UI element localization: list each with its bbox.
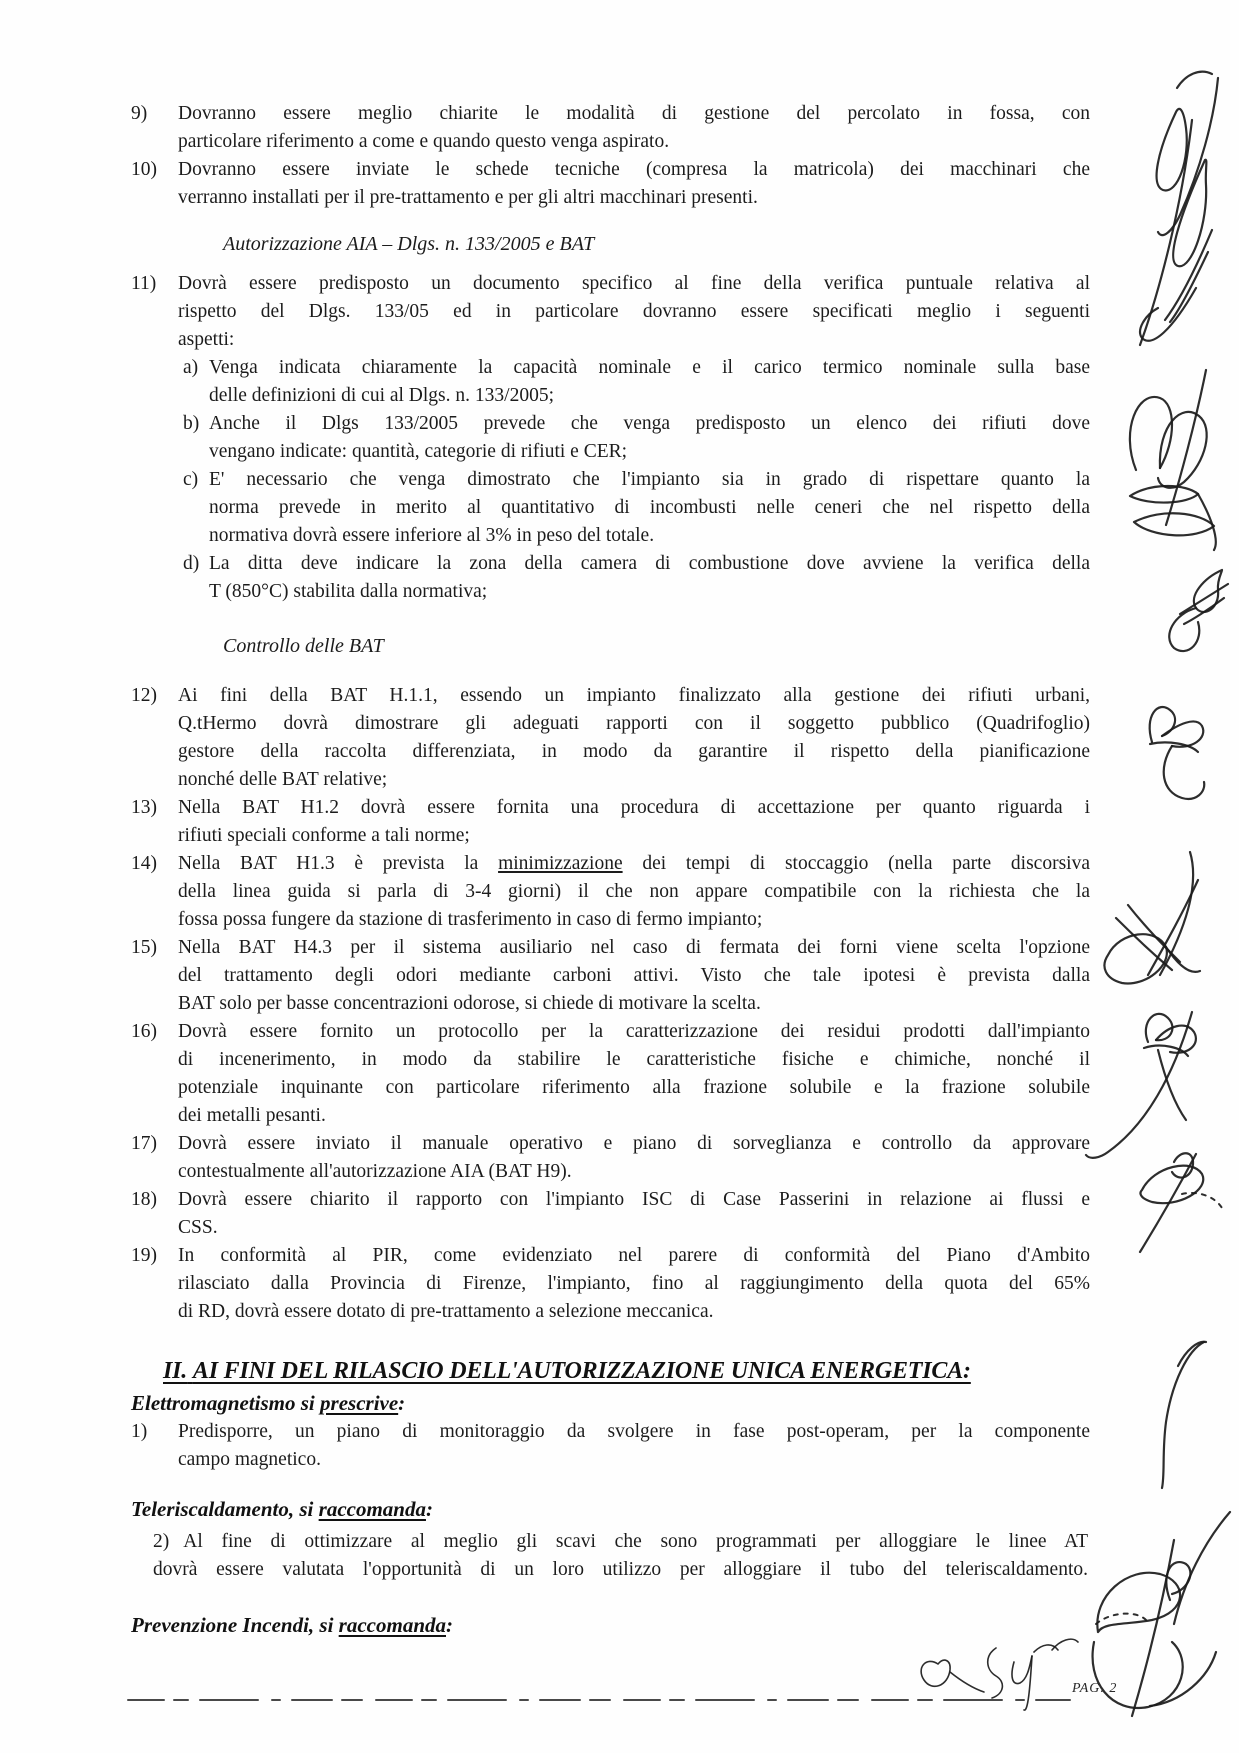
text-line: Nella BAT H1.2 dovrà essere fornita una procedura di accettazione per quanto riguarda i xyxy=(178,797,1090,818)
list-item xyxy=(131,156,1090,212)
text-line: Dovranno essere meglio chiarite le modalità di gestione del percolato in fossa, con xyxy=(178,103,1090,124)
sub-item-letter: a) xyxy=(183,357,199,378)
text-line: In conformità al PIR, come evidenziato nel parere di conformità del Piano d'Ambito xyxy=(178,1245,1090,1266)
item-number: 2) xyxy=(153,1531,170,1552)
list-item xyxy=(131,850,1090,934)
text-line: normativa dovrà essere inferiore al 3% in peso del totale. xyxy=(209,525,655,546)
text-line: T (850°C) stabilita dalla normativa; xyxy=(209,581,488,602)
list-item xyxy=(131,1418,1090,1474)
text-line: della linea guida si parla di 3-4 giorni) il che non appare compatibile con la richiesta che la xyxy=(178,881,1090,902)
signature-scribble-1 xyxy=(1140,72,1218,345)
text-line: Nella BAT H4.3 per il sistema ausiliario nel caso di fermata dei forni viene scelta l'opzione xyxy=(178,937,1090,958)
text-line: rispetto del Dlgs. 133/05 ed in particolare dovranno essere specificati meglio i seguenti xyxy=(178,301,1090,322)
text-line: potenziale inquinante con particolare riferimento alla frazione solubile e la frazione solubile xyxy=(178,1077,1090,1098)
list-item xyxy=(131,100,1090,156)
item-number: 11) xyxy=(131,273,157,294)
text-line: Nella BAT H1.3 è prevista la minimizzazione dei tempi di stoccaggio (nella parte discorsiva xyxy=(178,853,1090,874)
text-line: Venga indicata chiaramente la capacità nominale e il carico termico nominale sulla base xyxy=(209,357,1090,378)
sub-list-item xyxy=(183,354,1090,410)
text-line: gestore della raccolta differenziata, in modo da garantire il rispetto della pianificazione xyxy=(178,741,1090,762)
text-line: E' necessario che venga dimostrato che l'impianto sia in grado di rispettare quanto la xyxy=(209,469,1090,490)
signature-scribble-3 xyxy=(1169,570,1228,651)
list-item xyxy=(131,1130,1090,1186)
list-item xyxy=(131,682,1090,794)
signature-scribble-2 xyxy=(1130,370,1216,550)
sub-list-item xyxy=(183,410,1090,466)
sub-item-letter: c) xyxy=(183,469,199,490)
text-line: verranno installati per il pre-trattamento e per gli altri macchinari presenti. xyxy=(178,187,758,208)
list-item xyxy=(131,270,1090,606)
list-item xyxy=(131,1186,1090,1242)
text-line: BAT solo per basse concentrazioni odorose, si chiede di motivare la scelta. xyxy=(178,993,761,1014)
section-ii-title: II. AI FINI DEL RILASCIO DELL'AUTORIZZAZIONE UNICA ENERGETICA: xyxy=(163,1358,971,1384)
item-number: 13) xyxy=(131,797,157,818)
subheading-teleriscaldamento: Teleriscaldamento, si raccomanda: xyxy=(131,1497,433,1521)
list-item xyxy=(131,1018,1090,1130)
text-line: campo magnetico. xyxy=(178,1449,321,1470)
sub-list-item xyxy=(183,466,1090,550)
text-line: Dovranno essere inviate le schede tecniche (compresa la matricola) dei macchinari che xyxy=(178,159,1090,180)
text-line: Predisporre, un piano di monitoraggio da svolgere in fase post-operam, per la componente xyxy=(178,1421,1090,1442)
text-line: Dovrà essere chiarito il rapporto con l'impianto ISC di Case Passerini in relazione ai flussi e xyxy=(178,1189,1090,1210)
item-number: 10) xyxy=(131,159,157,180)
section-heading-bat: Controllo delle BAT xyxy=(223,635,384,657)
signature-scribble-8 xyxy=(1162,1342,1206,1488)
item-number: 18) xyxy=(131,1189,157,1210)
text-line: dovrà essere valutata l'opportunità di un loro utilizzo per alloggiare il tubo del teleriscaldamento. xyxy=(153,1559,1088,1580)
list-item xyxy=(131,1242,1090,1326)
text-line: Ai fini della BAT H.1.1, essendo un impianto finalizzato alla gestione dei rifiuti urbani, xyxy=(178,685,1090,706)
text-line: particolare riferimento a come e quando questo venga aspirato. xyxy=(178,131,670,152)
text-line: rilasciato dalla Provincia di Firenze, l'impianto, fino al raggiungimento della quota del 65% xyxy=(178,1273,1090,1294)
text-line: di incenerimento, in modo da stabilire le caratteristiche fisiche e chimiche, nonché il xyxy=(178,1049,1090,1070)
text-line: dei metalli pesanti. xyxy=(178,1105,326,1126)
section-heading-aia: Autorizzazione AIA – Dlgs. n. 133/2005 e BAT xyxy=(223,233,595,255)
text-line: CSS. xyxy=(178,1217,218,1238)
item-number: 12) xyxy=(131,685,157,706)
sub-item-letter: b) xyxy=(183,413,200,434)
document-body xyxy=(131,100,1090,1640)
text-line: Dovrà essere fornito un protocollo per la caratterizzazione dei residui prodotti dall'impianto xyxy=(178,1021,1090,1042)
text-line: di RD, dovrà essere dotato di pre-trattamento a selezione meccanica. xyxy=(178,1301,714,1322)
text-line: nonché delle BAT relative; xyxy=(178,769,388,790)
text-line: contestualmente all'autorizzazione AIA (BAT H9). xyxy=(178,1161,572,1182)
list-item xyxy=(131,934,1090,1018)
sub-item-letter: d) xyxy=(183,553,200,574)
handwritten-initials xyxy=(921,1639,1078,1710)
text-line: fossa possa fungere da stazione di trasferimento in caso di fermo impianto; xyxy=(178,909,763,930)
signature-scribble-9 xyxy=(1166,1512,1230,1624)
page-number: PAG. 2 xyxy=(1072,1681,1118,1696)
item-number: 17) xyxy=(131,1133,157,1154)
text-line: Dovrà essere inviato il manuale operativo e piano di sorveglianza e controllo da approvare xyxy=(178,1133,1090,1154)
list-item xyxy=(153,1528,1088,1584)
item-number: 16) xyxy=(131,1021,157,1042)
text-line: 2) Al fine di ottimizzare al meglio gli scavi che sono programmati per alloggiare le linee AT xyxy=(153,1531,1088,1552)
text-line: Dovrà essere predisposto un documento specifico al fine della verifica puntuale relativa al xyxy=(178,273,1090,294)
signature-scribble-5 xyxy=(1104,852,1200,983)
subheading-prevenzione-incendi: Prevenzione Incendi, si raccomanda: xyxy=(131,1613,453,1637)
text-line: Q.tHermo dovrà dimostrare gli adeguati rapporti con il soggetto pubblico (Quadrifoglio) xyxy=(178,713,1090,734)
text-line: rifiuti speciali conforme a tali norme; xyxy=(178,825,470,846)
signature-scribble-6 xyxy=(1086,1012,1196,1158)
subheading-elettromagnetismo: Elettromagnetismo si prescrive: xyxy=(131,1391,406,1415)
item-number: 1) xyxy=(131,1421,148,1442)
item-number: 15) xyxy=(131,937,157,958)
text-line: La ditta deve indicare la zona della camera di combustione dove avviene la verifica della xyxy=(209,553,1090,574)
item-number: 14) xyxy=(131,853,157,874)
item-number: 9) xyxy=(131,103,148,124)
text-line: vengano indicate: quantità, categorie di rifiuti e CER; xyxy=(209,441,628,462)
text-line: del trattamento degli odori mediante carboni attivi. Visto che tale ipotesi è prevista dalla xyxy=(178,965,1090,986)
signature-scribble-7 xyxy=(1140,1153,1222,1252)
text-line: Anche il Dlgs 133/2005 prevede che venga predisposto un elenco dei rifiuti dove xyxy=(209,413,1090,434)
text-line: norma prevede in merito al quantitativo di incombusti nelle ceneri che nel rispetto della xyxy=(209,497,1090,518)
text-line: aspetti: xyxy=(178,329,235,350)
list-item xyxy=(131,794,1090,850)
underlined-word: minimizzazione xyxy=(498,853,623,874)
item-number: 19) xyxy=(131,1245,157,1266)
text-line: delle definizioni di cui al Dlgs. n. 133/2005; xyxy=(209,385,554,406)
sub-list-item xyxy=(183,550,1090,606)
signature-scribble-4 xyxy=(1150,707,1205,799)
